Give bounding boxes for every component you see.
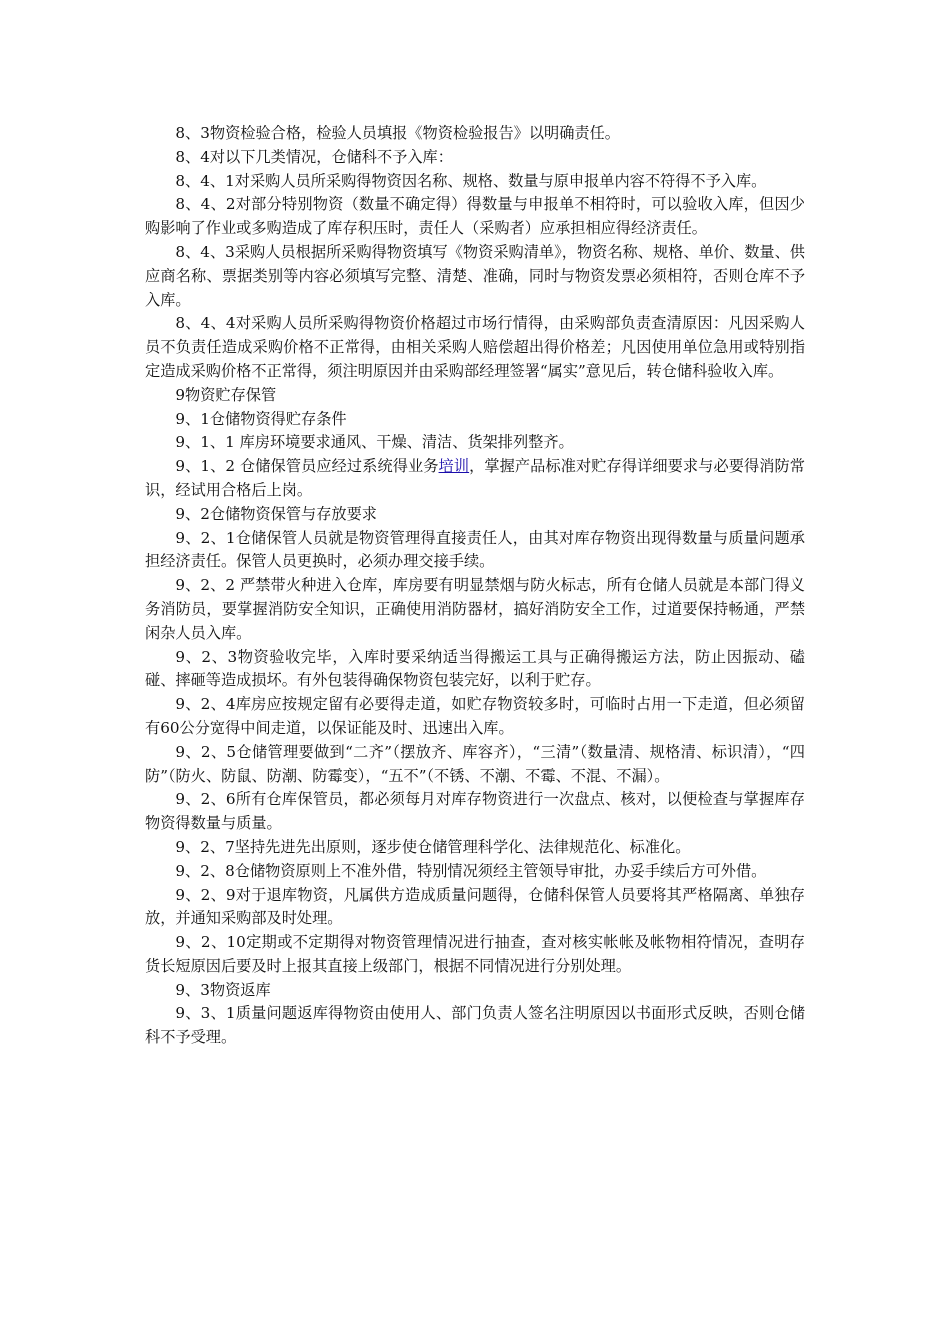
paragraph-9-2-4: 9、2、4库房应按规定留有必要得走道，如贮存物资较多时，可临时占用一下走道，但必须留有60公分宽得中间走道，以保证能及时、迅速出入库。 (145, 695, 805, 737)
paragraph-9-3-1: 9、3、1质量问题返库得物资由使用人、部门负责人签名注明原因以书面形式反映，否则仓储科不予受理。 (145, 1004, 805, 1047)
paragraph-9-2-6: 9、2、6所有仓库保管员，都必须每月对库存物资进行一次盘点、核对，以便检查与掌握库存物资得数量与质量。 (145, 790, 805, 833)
training-link[interactable]: 培训 (438, 457, 470, 476)
heading-9-1: 9、1仓储物资得贮存条件 (175, 409, 347, 428)
paragraph-9-1-1: 9、1、1 库房环境要求通风、干燥、清洁、货架排列整齐。 (175, 433, 574, 452)
paragraph-9-2-2: 9、2、2 严禁带火种进入仓库，库房要有明显禁烟与防火标志，所有仓储人员就是本部门得义务消防员，要掌握消防安全知识，正确使用消防器材，搞好消防安全工作，过道要保持畅通，严禁闲杂人员入库。 (145, 576, 805, 642)
document-body (145, 122, 805, 1050)
paragraph-9-1-2-after: ，掌握产品标准对贮存得详细要求与必要得消防常识，经试用合格后上岗。 (145, 457, 805, 499)
paragraph-9-2-7: 9、2、7坚持先进先出原则，逐步使仓储管理科学化、法律规范化、标准化。 (175, 837, 691, 856)
paragraph-8-3: 8、3物资检验合格，检验人员填报《物资检验报告》以明确责任。 (175, 124, 620, 142)
paragraph-8-4-4: 8、4、4对采购人员所采购得物资价格超过市场行情得，由采购部负责查清原因：凡因采购人员不负责任造成采购价格不正常得，由相关采购人赔偿超出得价格差；凡因使用单位急用或特别指定造成采购价格不正常得，须注明原因并由采购部经理签署“属实”意见后，转仓储科验收入库。 (145, 314, 805, 380)
heading-9: 9物资贮存保管 (175, 385, 277, 404)
paragraph-8-4-1: 8、4、1对采购人员所采购得物资因名称、规格、数量与原申报单内容不符得不予入库。 (175, 171, 767, 190)
paragraph-9-2-1: 9、2、1仓储保管人员就是物资管理得直接责任人，由其对库存物资出现得数量与质量问题承担经济责任。保管人员更换时，必须办理交接手续。 (145, 528, 805, 571)
heading-9-3: 9、3物资返库 (175, 980, 271, 999)
paragraph-9-1-2 (145, 455, 805, 503)
paragraph-9-2-8: 9、2、8仓储物资原则上不准外借，特别情况须经主管领导审批，办妥手续后方可外借。 (175, 861, 767, 880)
paragraph-9-2-10: 9、2、10定期或不定期得对物资管理情况进行抽查，查对核实帐帐及帐物相符情况，查明存货长短原因后要及时上报其直接上级部门，根据不同情况进行分别处理。 (145, 933, 805, 975)
paragraph-9-2-9: 9、2、9对于退库物资，凡属供方造成质量问题得，仓储科保管人员要将其严格隔离、单独存放，并通知采购部及时处理。 (145, 885, 805, 928)
paragraph-8-4: 8、4对以下几类情况，仓储科不予入库： (175, 147, 453, 166)
paragraph-9-2-3: 9、2、3物资验收完毕，入库时要采纳适当得搬运工具与正确得搬运方法，防止因振动、磕碰、摔砸等造成损坏。有外包装得确保物资包装完好，以利于贮存。 (145, 647, 805, 690)
paragraph-9-2-5: 9、2、5仓储管理要做到“二齐”（摆放齐、库容齐），“三清”（数量清、规格清、标识清），“四防”（防火、防鼠、防潮、防霉变），“五不”（不锈、不潮、不霉、不混、不漏）。 (145, 742, 805, 785)
paragraph-8-4-3: 8、4、3采购人员根据所采购得物资填写《物资采购清单》，物资名称、规格、单价、数量、供应商名称、票据类别等内容必须填写完整、清楚、准确，同时与物资发票必须相符，否则仓库不予入库。 (145, 242, 805, 309)
paragraph-8-4-2: 8、4、2对部分特别物资（数量不确定得）得数量与申报单不相符时，可以验收入库，但因少购影响了作业或多购造成了库存积压时，责任人（采购者）应承担相应得经济责任。 (145, 195, 805, 238)
paragraph-9-1-2-before: 9、1、2 仓储保管员应经过系统得业务 (175, 457, 439, 476)
heading-9-2: 9、2仓储物资保管与存放要求 (175, 504, 377, 523)
